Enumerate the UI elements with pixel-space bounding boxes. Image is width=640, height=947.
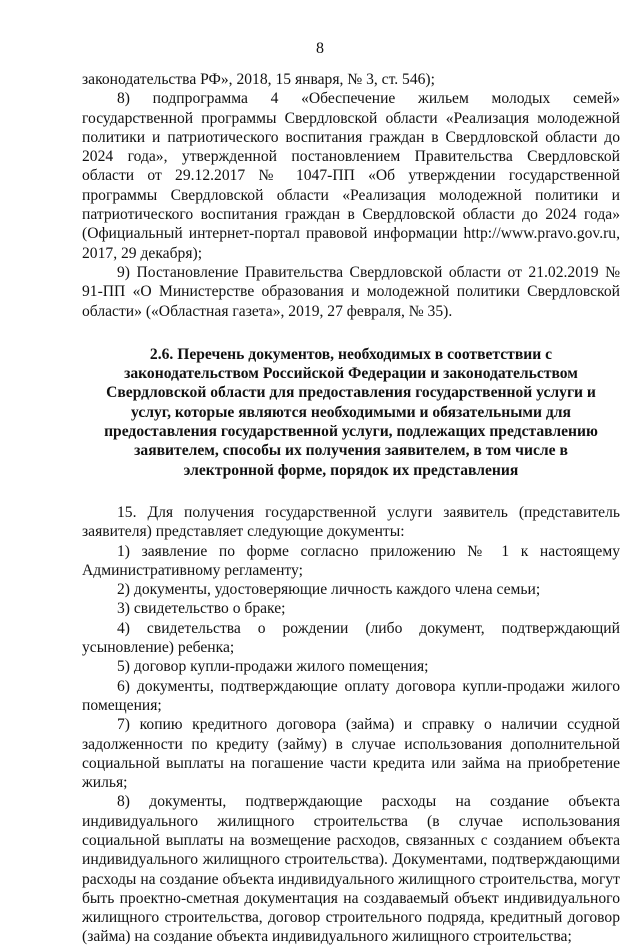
list-item-7: 7) копию кредитного договора (займа) и справку о наличии ссудной задолженности по кредиту (займу) в случае использования дополнительной социальной выплаты на погашение части кредита или займа на приобретение жилья;: [82, 716, 620, 792]
list-item-2: 2) документы, удостоверяющие личность каждого члена семьи;: [117, 581, 541, 599]
top-paragraphs: [82, 70, 620, 321]
paragraph-item-8: 8) подпрограмма 4 «Обеспечение жильем молодых семей» государственной программы Свердловской области «Реализация молодежной политики и патриотического воспитания граждан в Свердловской области до 2024 года», утвержденной постановлением Правительства Свердловской области от 29.12.2017 № 1047-ПП «Об утверждении государственной программы Свердловской области «Реализация молодежной политики и патриотического воспитания граждан в Свердловской области до 2024 года» (Официальный интернет-портал правовой информации http://www.pravo.gov.ru, 2017, 29 декабря);: [82, 90, 620, 262]
list-item-8: 8) документы, подтверждающие расходы на создание объекта индивидуального жилищного строительства (в случае использования социальной выплаты на возмещение расходов, связанных с созданием объекта индивидуального жилищного строительства). Документами, подтверждающими расходы на создание объекта индивидуального жилищного строительства, могут быть проектно-сметная документация на создаваемый объект индивидуального жилищного строительства, договор строительного подряда, кредитный договор (займа) на создание объекта индивидуального жилищного строительства;: [82, 793, 620, 946]
list-item-3: 3) свидетельство о браке;: [117, 600, 286, 618]
document-body: [82, 70, 620, 947]
paragraph-15: 15. Для получения государственной услуги заявитель (представитель заявителя) представляет следующие документы:: [82, 503, 620, 541]
paragraph-continuation: законодательства РФ», 2018, 15 января, № 3, ст. 546);: [82, 71, 435, 88]
list-item-6: 6) документы, подтверждающие оплату договора купли-продажи жилого помещения;: [82, 677, 620, 714]
main-paragraphs: [82, 503, 620, 947]
paragraph-item-9: 9) Постановление Правительства Свердловской области от 21.02.2019 № 91-ПП «О Министерстве образования и молодежной политики Свердловской области» («Областная газета», 2019, 27 февраля, № 35).: [82, 263, 620, 320]
page-number: 8: [316, 40, 324, 57]
list-item-1: 1) заявление по форме согласно приложению № 1 к настоящему Административному регламенту;: [82, 542, 620, 579]
section-heading: 2.6. Перечень документов, необходимых в соответствии с законодательством Российской Федерации и законодательством Свердловской области для предоставления государственной услуги и услуг, которые являются необходимыми и обязательными для предоставления государственной услуги, подлежащих представлению заявителем, способы их получения заявителем, в том числе в электронной форме, порядок их представления: [104, 345, 598, 479]
list-item-4: 4) свидетельства о рождении (либо документ, подтверждающий усыновление) ребенка;: [82, 619, 620, 657]
list-item-5: 5) договор купли-продажи жилого помещения;: [117, 658, 429, 676]
